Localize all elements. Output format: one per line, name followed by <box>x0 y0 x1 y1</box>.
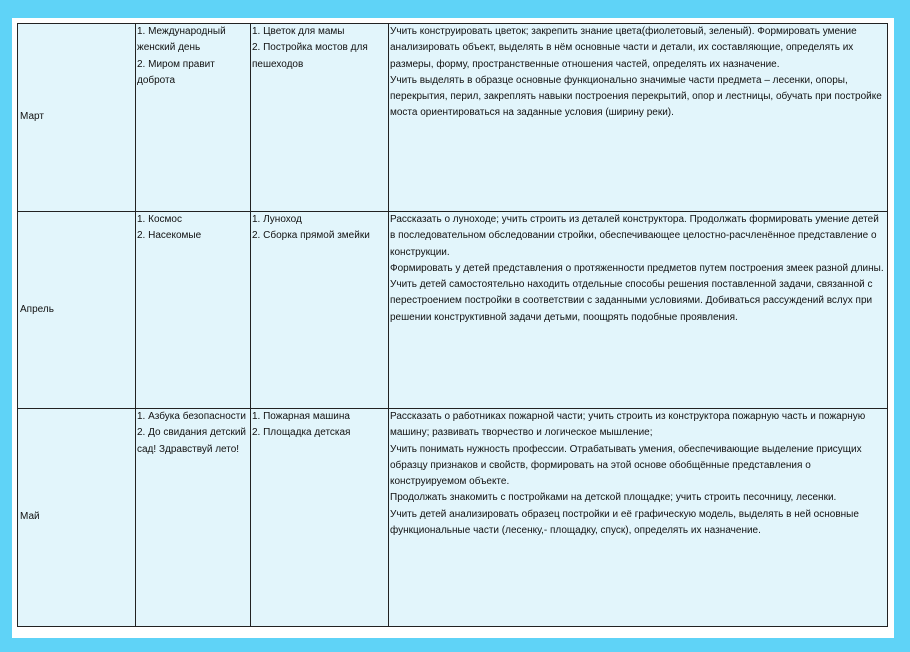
theme-item: 2. Миром правит доброта <box>137 58 215 86</box>
construction-item: 1. Луноход <box>252 214 302 225</box>
goal-paragraph: Учить конструировать цветок; закрепить знание цвета(фиолетовый, зеленый). Формировать умение анализировать объект, выделять в нём основные части и детали, их составляющие, определять их размеры, форму, пространственные отношения частей, определять их назначение. <box>390 26 857 70</box>
theme-cell <box>136 212 251 409</box>
theme-item: 1. Космос <box>137 214 182 225</box>
theme-cell <box>136 409 251 627</box>
month-cell: Апрель <box>18 212 136 409</box>
table-row <box>18 24 888 212</box>
theme-item: 1. Международный женский день <box>137 26 226 54</box>
theme-item: 2. Насекомые <box>137 230 202 242</box>
plan-table <box>17 23 888 627</box>
table-row <box>18 212 888 409</box>
goal-paragraph: Учить понимать нужность профессии. Отрабатывать умения, обеспечивающие выделение присущих образцу признаков и свойств, формировать на этой основе обобщённые представления о конструируемом объекте. <box>390 443 862 488</box>
goal-paragraph: Рассказать о работниках пожарной части; учить строить из конструктора пожарную часть и пожарную машину; развивать творчество и логическое мышление; <box>390 411 866 439</box>
table-row <box>18 409 888 627</box>
theme-item: 1. Азбука безопасности <box>137 411 246 422</box>
construction-cell <box>251 212 389 409</box>
construction-cell <box>251 409 389 627</box>
goals-cell <box>389 24 888 212</box>
goal-paragraph: Формировать у детей представления о протяженности предметов путем построения змеек разной длины. Учить детей самостоятельно находить отдельные способы решения поставленной задачи, связанной с перестроением постройки в соответствии с заданными условиями. Добиваться рассуждений вслух при решении конструктивной задачи детьми, поощрять подобные проявления. <box>390 262 884 323</box>
construction-item: 2. Сборка прямой змейки <box>252 230 370 242</box>
construction-item: 1. Пожарная машина <box>252 411 350 422</box>
theme-cell <box>136 24 251 212</box>
goals-cell <box>389 409 888 627</box>
goal-paragraph: Учить детей анализировать образец постройки и её графическую модель, выделять в ней основные функциональные части (лесенку,- площадку, спуск), определять их назначение. <box>390 508 859 537</box>
month-cell: Март <box>18 24 136 212</box>
construction-item: 2. Площадка детская <box>252 427 351 439</box>
construction-cell <box>251 24 389 212</box>
goal-paragraph: Рассказать о луноходе; учить строить из деталей конструктора. Продолжать формировать умение детей в последовательном обследовании стройки, обеспечивающее целостно-расчленённое представление о конструкции. <box>390 214 879 258</box>
month-cell: Май <box>18 409 136 627</box>
goal-paragraph: Продолжать знакомить с постройками на детской площадке; учить строить песочницу, лесенки. <box>390 492 837 504</box>
document-page <box>12 18 894 638</box>
construction-item: 1. Цветок для мамы <box>252 26 345 37</box>
construction-item: 2. Постройка мостов для пешеходов <box>252 42 368 70</box>
goals-cell <box>389 212 888 409</box>
goal-paragraph: Учить выделять в образце основные функционально значимые части предмета – лесенки, опоры, перекрытия, перил, закреплять навыки построения перекрытий, опор и лестницы, обучать при постройке моста ориентироваться на заданные условия (ширину реки). <box>390 74 882 119</box>
theme-item: 2. До свидания детский сад! Здравствуй лето! <box>137 427 247 455</box>
